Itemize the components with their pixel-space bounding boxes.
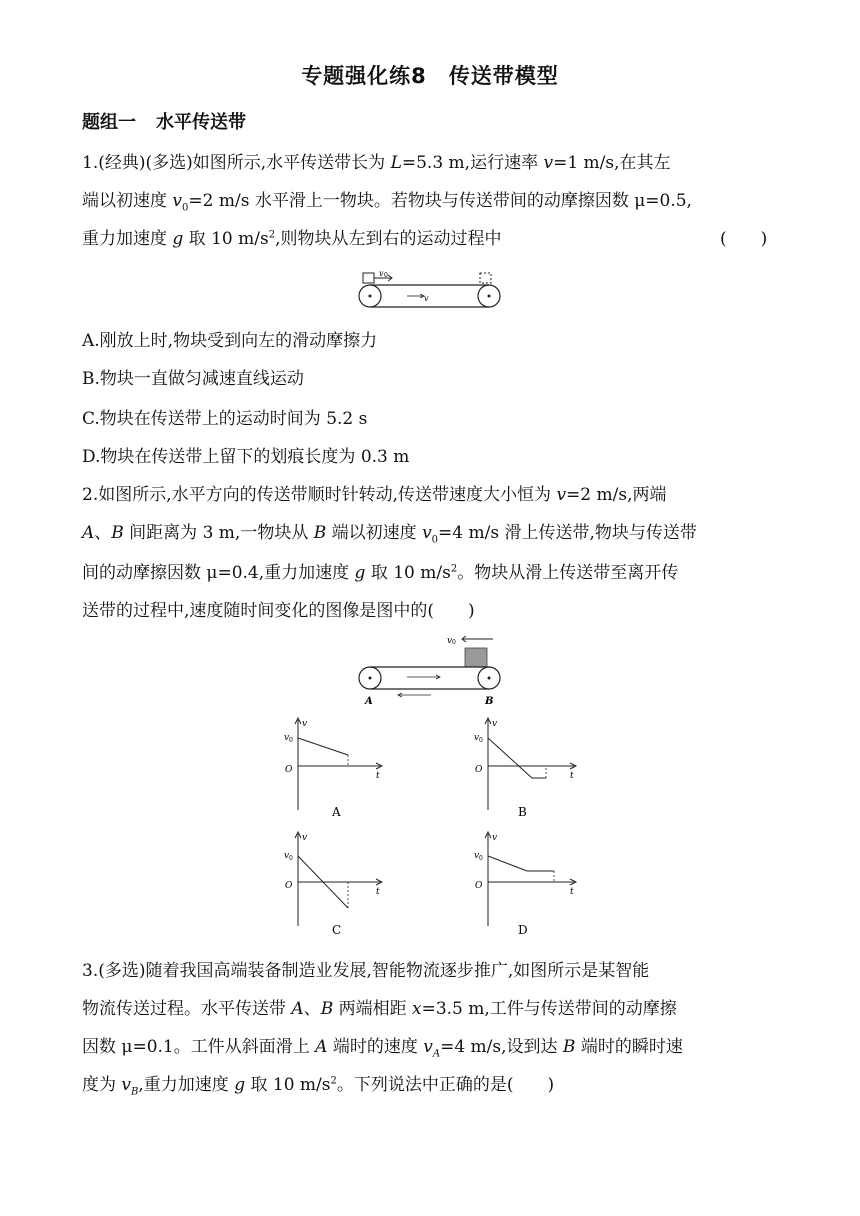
svg-text:O: O: [475, 881, 483, 891]
svg-text:0: 0: [479, 855, 483, 862]
graph-b-line: [488, 738, 532, 778]
q2-line-1: 2.如图所示,水平方向的传送带顺时针转动,传送带速度大小恒为 v=2 m/s,两端: [82, 485, 667, 505]
svg-text:0: 0: [479, 737, 483, 744]
q1-option-c: C.物块在传送带上的运动时间为 5.2 s: [82, 409, 368, 429]
svg-text:v: v: [492, 833, 498, 843]
svg-text:v: v: [474, 851, 480, 861]
q3-line-4: 度为 $v_B$,重力加速度 g 取 10 $m/s^2$。下列说法中正确的是( ): [82, 1075, 555, 1098]
svg-text:O: O: [285, 881, 293, 891]
svg-text:0: 0: [452, 639, 456, 646]
page-title: 专题强化练8 传送带模型: [301, 64, 559, 88]
svg-text:0: 0: [289, 855, 293, 862]
q1-option-d: D.物块在传送带上留下的划痕长度为 0.3 m: [82, 447, 410, 467]
q3-line-3: 因数 μ=0.1。工件从斜面滑上 A 端时的速度 $v_A=4$ m/s,设到达 B 端时的瞬时速: [82, 1037, 683, 1060]
block: [465, 648, 487, 667]
svg-text:t: t: [376, 771, 380, 781]
svg-text:v: v: [284, 851, 290, 861]
graph-a-line: [298, 738, 348, 755]
svg-text:v: v: [492, 719, 498, 729]
q1-conveyor-figure: [355, 268, 505, 312]
svg-text:v: v: [302, 719, 308, 729]
svg-text:v: v: [447, 636, 453, 646]
section-heading: 题组一 水平传送带: [82, 112, 246, 133]
svg-text:0: 0: [289, 737, 293, 744]
svg-text:t: t: [570, 771, 574, 781]
block: [363, 273, 374, 283]
block-end-position: [480, 273, 491, 283]
q1-line-2: 端以初速度 $v_0=2$ m/s 水平滑上一物块。若物块与传送带间的动摩擦因数 μ=0.5,: [82, 191, 692, 214]
q2-line-4: 送带的过程中,速度随时间变化的图像是图中的( ): [82, 601, 475, 621]
svg-text:B: B: [485, 696, 494, 707]
q1-option-b: B.物块一直做匀减速直线运动: [82, 369, 304, 389]
svg-text:v: v: [302, 833, 308, 843]
q1-option-a: A.刚放上时,物块受到向左的滑动摩擦力: [82, 331, 378, 351]
svg-text:A: A: [365, 696, 373, 707]
svg-text:v: v: [474, 733, 480, 743]
svg-text:A: A: [332, 805, 341, 819]
q2-conveyor-figure: [355, 628, 505, 708]
svg-text:t: t: [570, 887, 574, 897]
graph-b: [470, 712, 585, 822]
q3-line-1: 3.(多选)随着我国高端装备制造业发展,智能物流逐步推广,如图所示是某智能: [82, 961, 650, 981]
q1-answer-bracket: ( ): [720, 229, 768, 249]
svg-text:v: v: [424, 294, 429, 303]
graph-d: [470, 826, 585, 938]
q2-line-3: 间的动摩擦因数 μ=0.4,重力加速度 g 取 10 $m/s^2$。物块从滑上传送带至离开传: [82, 563, 679, 583]
svg-text:O: O: [475, 765, 483, 775]
q1-line-1: 1.(经典)(多选)如图所示,水平传送带长为 L=5.3 m,运行速率 v=1 m/s,在其左: [82, 153, 671, 173]
svg-text:v: v: [379, 269, 384, 278]
q3-line-2: 物流传送过程。水平传送带 A、B 两端相距 x=3.5 m,工件与传送带间的动摩擦: [82, 999, 677, 1019]
svg-text:v: v: [284, 733, 290, 743]
svg-text:D: D: [518, 923, 528, 937]
svg-text:t: t: [376, 887, 380, 897]
q1-line-3: 重力加速度 g 取 10 $m/s^2$,则物块从左到右的运动过程中: [82, 229, 502, 249]
graph-d-line: [488, 856, 527, 871]
svg-text:0: 0: [384, 272, 388, 279]
graph-c: [280, 826, 390, 938]
svg-text:O: O: [285, 765, 293, 775]
svg-text:B: B: [518, 805, 527, 819]
q2-line-2: A、B 间距离为 3 m,一物块从 B 端以初速度 $v_0=4$ m/s 滑上传送带,物块与传送带: [82, 523, 697, 546]
svg-text:C: C: [332, 923, 342, 937]
graph-a: [280, 712, 390, 822]
